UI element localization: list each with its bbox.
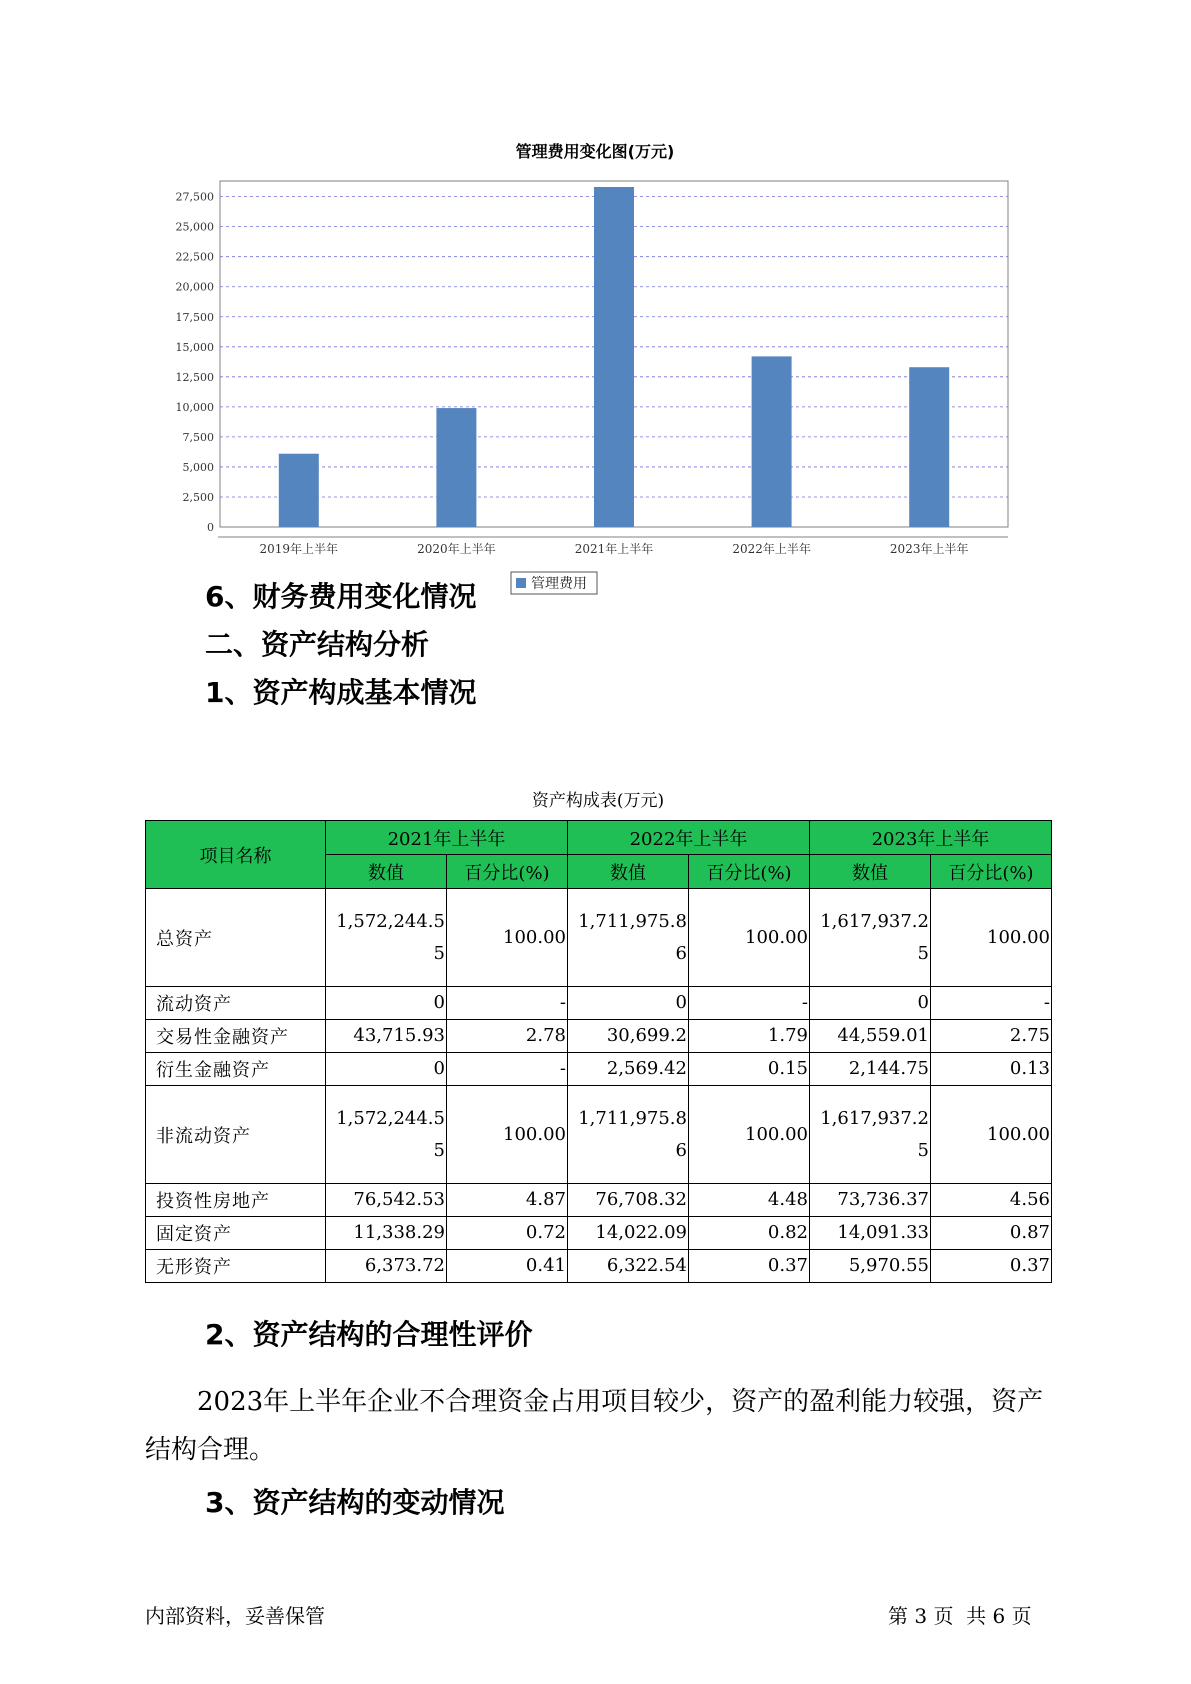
x-tick-label: 2023年上半年 [889, 542, 969, 556]
y-tick-label: 12,500 [175, 370, 214, 384]
table-row [146, 1020, 1052, 1053]
cell-percent: 2.78 [447, 1020, 568, 1053]
cell-percent: 100.00 [689, 889, 810, 987]
cell-value: 14,091.33 [810, 1217, 931, 1250]
cell-value: 1,617,937.25 [810, 1086, 931, 1184]
y-tick-label: 0 [207, 521, 214, 534]
cell-percent: 100.00 [689, 1086, 810, 1184]
cell-value: 44,559.01 [810, 1020, 931, 1053]
table-row [146, 889, 1052, 987]
asset-composition-table [145, 820, 1052, 1283]
cell-value: 1,617,937.25 [810, 889, 931, 987]
column-header-percent: 百分比(%) [447, 855, 568, 889]
cell-value: 1,572,244.55 [326, 889, 447, 987]
cell-percent: 100.00 [931, 1086, 1052, 1184]
table-row [146, 1217, 1052, 1250]
column-header-percent: 百分比(%) [689, 855, 810, 889]
cell-percent: 0.37 [689, 1250, 810, 1283]
cell-value: 0 [810, 987, 931, 1020]
chart-svg [150, 135, 1030, 595]
cell-value: 6,373.72 [326, 1250, 447, 1283]
table-caption: 资产构成表(万元) [531, 791, 665, 811]
cell-percent: 100.00 [931, 889, 1052, 987]
cell-percent: 4.87 [447, 1184, 568, 1217]
evaluation-paragraph: 2023年上半年企业不合理资金占用项目较少，资产的盈利能力较强，资产结构合理。 [145, 1387, 1044, 1465]
row-name: 流动资产 [146, 987, 326, 1020]
y-tick-label: 17,500 [175, 310, 214, 324]
column-header-year: 2022年上半年 [568, 821, 810, 855]
cell-percent: 4.56 [931, 1184, 1052, 1217]
row-name: 交易性金融资产 [146, 1020, 326, 1053]
cell-percent: 0.87 [931, 1217, 1052, 1250]
cell-value: 0 [326, 1053, 447, 1086]
y-tick-label: 15,000 [175, 340, 214, 354]
legend-label: 管理费用 [531, 576, 587, 592]
chart-bars [279, 187, 949, 527]
management-expense-chart [150, 135, 1030, 595]
cell-value: 76,708.32 [568, 1184, 689, 1217]
column-header-year: 2021年上半年 [326, 821, 568, 855]
cell-value: 6,322.54 [568, 1250, 689, 1283]
heading-asset-structure: 二、资产结构分析 [205, 628, 430, 661]
x-tick-label: 2019年上半年 [259, 542, 339, 556]
cell-value: 2,569.42 [568, 1053, 689, 1086]
x-tick-label: 2021年上半年 [574, 542, 654, 556]
cell-percent: - [447, 1053, 568, 1086]
column-header-value: 数值 [326, 855, 447, 889]
cell-percent: 1.79 [689, 1020, 810, 1053]
cell-value: 2,144.75 [810, 1053, 931, 1086]
row-name: 投资性房地产 [146, 1184, 326, 1217]
cell-percent: 0.41 [447, 1250, 568, 1283]
chart-title: 管理费用变化图(万元) [515, 142, 675, 161]
row-name: 固定资产 [146, 1217, 326, 1250]
bar [436, 408, 476, 527]
cell-value: 14,022.09 [568, 1217, 689, 1250]
cell-percent: - [689, 987, 810, 1020]
table-row [146, 1184, 1052, 1217]
chart-legend [511, 572, 597, 594]
table-row [146, 1053, 1052, 1086]
table-row [146, 987, 1052, 1020]
y-tick-label: 22,500 [175, 250, 214, 264]
cell-percent: 0.13 [931, 1053, 1052, 1086]
y-tick-label: 20,000 [175, 280, 214, 294]
row-name: 总资产 [146, 889, 326, 987]
x-tick-label: 2022年上半年 [732, 542, 811, 556]
x-tick-label: 2020年上半年 [417, 542, 496, 556]
bar [909, 367, 949, 527]
cell-percent: 0.15 [689, 1053, 810, 1086]
cell-value: 5,970.55 [810, 1250, 931, 1283]
y-tick-label: 10,000 [175, 400, 214, 414]
cell-value: 30,699.2 [568, 1020, 689, 1053]
cell-value: 76,542.53 [326, 1184, 447, 1217]
row-name: 衍生金融资产 [146, 1053, 326, 1086]
y-tick-label: 25,000 [175, 220, 214, 234]
y-tick-label: 7,500 [182, 430, 214, 444]
heading-asset-rationality: 2、资产结构的合理性评价 [205, 1318, 533, 1351]
row-name: 非流动资产 [146, 1086, 326, 1184]
legend-swatch [516, 578, 526, 588]
column-header-year: 2023年上半年 [810, 821, 1052, 855]
heading-asset-composition: 1、资产构成基本情况 [205, 676, 477, 709]
column-header-percent: 百分比(%) [931, 855, 1052, 889]
column-header-value: 数值 [810, 855, 931, 889]
cell-percent: 0.82 [689, 1217, 810, 1250]
cell-value: 43,715.93 [326, 1020, 447, 1053]
cell-value: 1,711,975.86 [568, 889, 689, 987]
bar [594, 187, 634, 527]
heading-financial-expense: 6、财务费用变化情况 [205, 580, 477, 613]
bar [752, 356, 792, 527]
cell-value: 1,711,975.86 [568, 1086, 689, 1184]
cell-value: 1,572,244.55 [326, 1086, 447, 1184]
cell-percent: 100.00 [447, 1086, 568, 1184]
footer-page-number: 第 3 页 共 6 页 [888, 1604, 1032, 1628]
y-tick-label: 2,500 [182, 490, 214, 504]
heading-asset-change: 3、资产结构的变动情况 [205, 1486, 505, 1519]
cell-percent: 0.37 [931, 1250, 1052, 1283]
column-header-value: 数值 [568, 855, 689, 889]
cell-percent: 4.48 [689, 1184, 810, 1217]
cell-percent: - [931, 987, 1052, 1020]
y-tick-label: 27,500 [175, 190, 214, 204]
bar [279, 454, 319, 527]
table-row [146, 1250, 1052, 1283]
cell-percent: - [447, 987, 568, 1020]
cell-value: 73,736.37 [810, 1184, 931, 1217]
cell-percent: 0.72 [447, 1217, 568, 1250]
column-header-item-name: 项目名称 [146, 821, 326, 889]
cell-value: 11,338.29 [326, 1217, 447, 1250]
cell-value: 0 [326, 987, 447, 1020]
row-name: 无形资产 [146, 1250, 326, 1283]
y-tick-label: 5,000 [182, 460, 214, 474]
footer-confidential-note: 内部资料，妥善保管 [145, 1604, 325, 1628]
cell-value: 0 [568, 987, 689, 1020]
cell-percent: 2.75 [931, 1020, 1052, 1053]
table-row [146, 1086, 1052, 1184]
cell-percent: 100.00 [447, 889, 568, 987]
